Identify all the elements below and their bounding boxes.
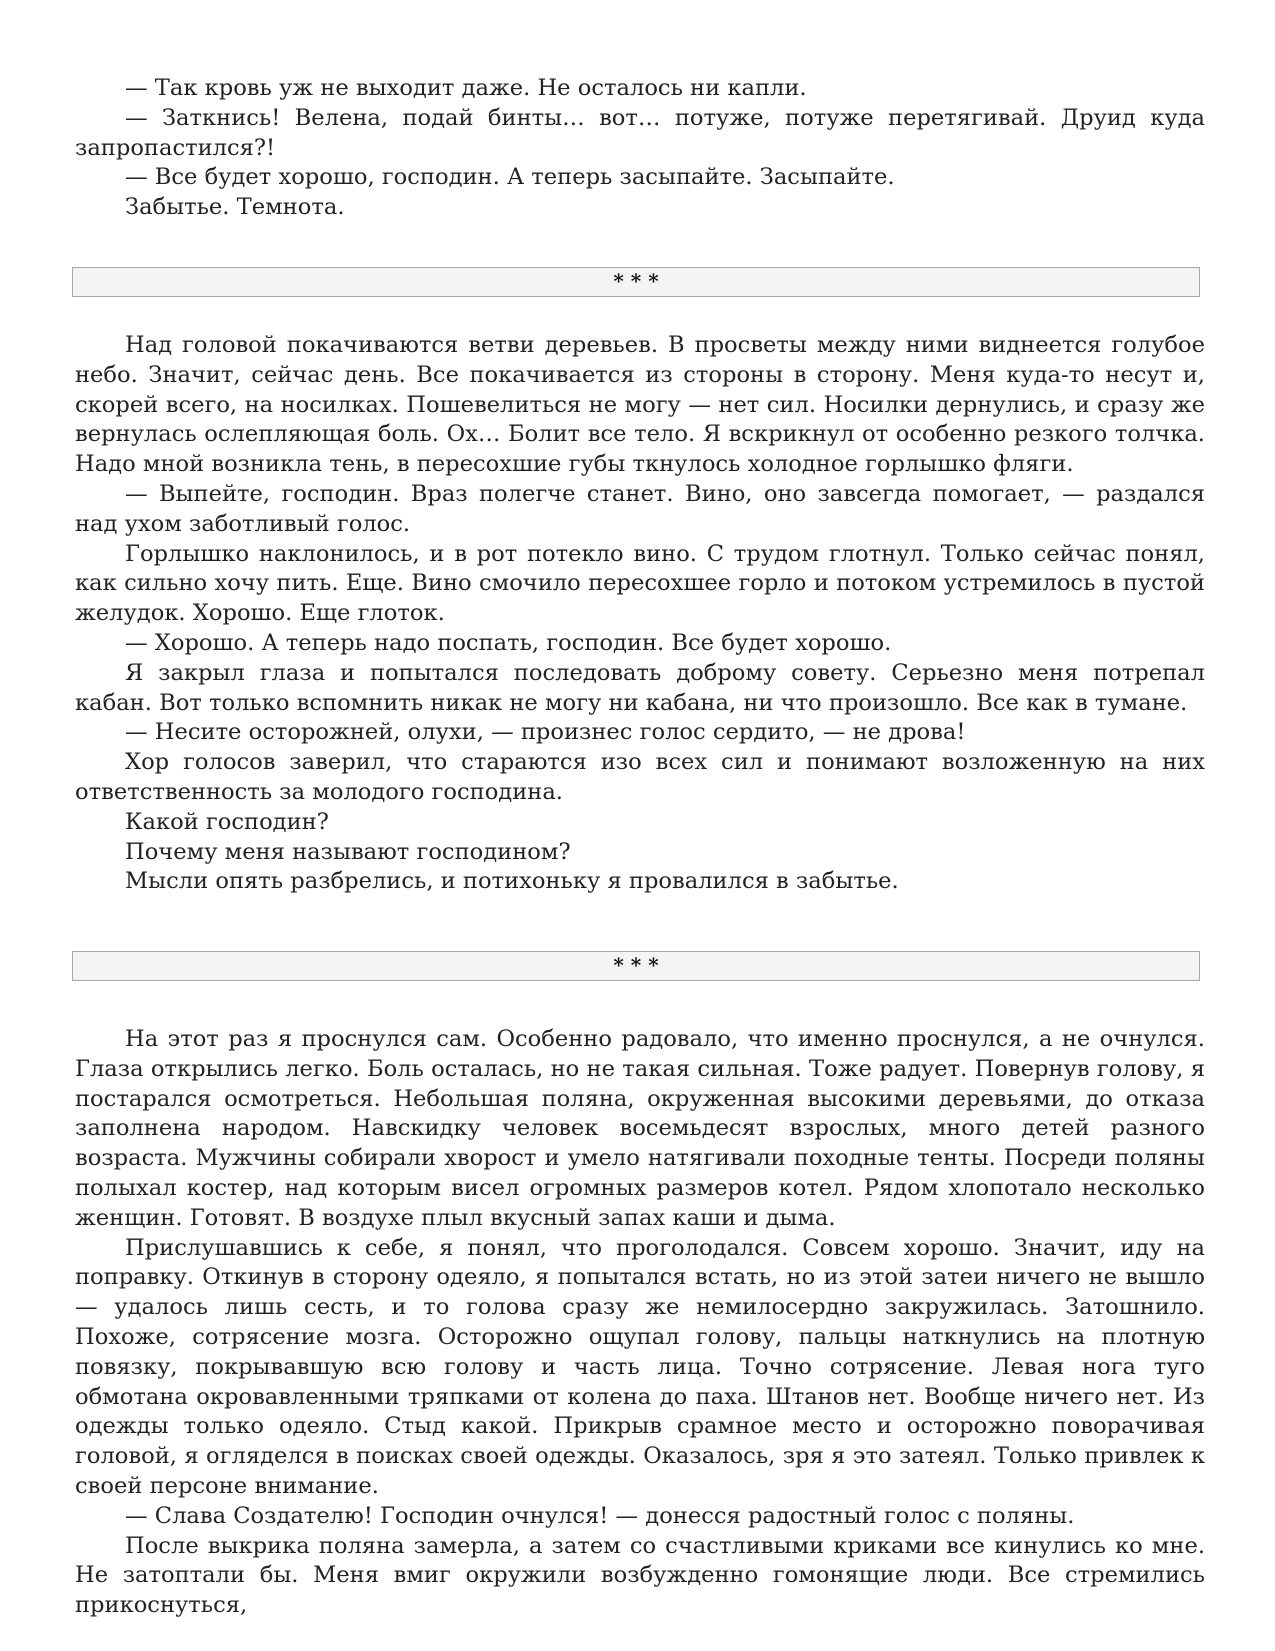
paragraph: После выкрика поляна замерла, а затем со счастливыми криками все кинулись ко мне. Не затоптали бы. Меня вмиг окружили возбужденно гомонящие люди. Все стремились прикоснуться,	[75, 1532, 1205, 1619]
section-separator: * * *	[72, 267, 1200, 297]
paragraph: — Выпейте, господин. Враз полегче станет. Вино, оно завсегда помогает, — раздался над ухом заботливый голос.	[75, 480, 1205, 537]
paragraph: Забытье. Темнота.	[125, 194, 345, 221]
paragraph: Какой господин?	[125, 808, 329, 835]
text-section-3	[75, 1025, 1205, 1621]
paragraph: — Несите осторожней, олухи, — произнес голос сердито, — не дрова!	[125, 719, 966, 746]
text-section-1	[75, 0, 1205, 223]
paragraph: Горлышко наклонилось, и в рот потекло вино. С трудом глотнул. Только сейчас понял, как сильно хочу пить. Еще. Вино смочило пересохшее горло и потоком устремилось в пустой желудок. Хорошо. Еще глоток.	[75, 540, 1205, 627]
paragraph: Мысли опять разбрелись, и потихоньку я провалился в забытье.	[125, 868, 899, 895]
paragraph: Я закрыл глаза и попытался последовать доброму совету. Серьезно меня потрепал кабан. Вот только вспомнить никак не могу ни кабана, ни что произошло. Все как в тумане.	[75, 659, 1205, 716]
paragraph: — Заткнись! Велена, подай бинты… вот… потуже, потуже перетягивай. Друид куда запропастился?!	[75, 104, 1205, 161]
paragraph: — Хорошо. А теперь надо поспать, господин. Все будет хорошо.	[125, 629, 892, 656]
section-separator: * * *	[72, 951, 1200, 981]
paragraph: Хор голосов заверил, что стараются изо всех сил и понимают возложенную на них ответственность за молодого господина.	[75, 749, 1205, 805]
paragraph: — Так кровь уж не выходит даже. Не осталось ни капли.	[125, 75, 807, 101]
paragraph: Над головой покачиваются ветви деревьев. В просветы между ними виднеется голубое небо. Значит, сейчас день. Все покачивается из стороны в сторону. Меня куда-то несут и, скорей всего, на носилках. Пошевелиться не могу — нет сил. Носилки дернулись, и сразу же вернулась ослепляющая боль. Ох… Болит все тело. Я вскрикнул от особенно резкого толчка. Надо мной возникла тень, в пересохшие губы ткнулось холодное горлышко фляги.	[75, 332, 1205, 478]
paragraph: Почему меня называют господином?	[125, 838, 571, 865]
paragraph: Прислушавшись к себе, я понял, что проголодался. Совсем хорошо. Значит, иду на поправку. Откинув в сторону одеяло, я попытался встать, но из этой затеи ничего не вышло — удалось лишь сесть, и то голова сразу же немилосердно закружилась. Затошнило. Похоже, сотрясение мозга. Осторожно ощупал голову, пальцы наткнулись на плотную повязку, покрывавшую всю голову и часть лица. Точно сотрясение. Левая нога туго обмотана окровавленными тряпками от колена до паха. Штанов нет. Вообще ничего нет. Из одежды только одеяло. Стыд какой. Прикрыв срамное место и осторожно поворачивая головой, я огляделся в поисках своей одежды. Оказалось, зря я это затеял. Только привлек к своей персоне внимание.	[75, 1234, 1205, 1499]
paragraph: — Слава Создателю! Господин очнулся! — донесся радостный голос с поляны.	[125, 1502, 1075, 1529]
document-page	[75, 0, 1205, 1619]
text-section-2	[75, 331, 1205, 897]
paragraph: — Все будет хорошо, господин. А теперь засыпайте. Засыпайте.	[125, 164, 895, 191]
paragraph: На этот раз я проснулся сам. Особенно радовало, что именно проснулся, а не очнулся. Глаза открылись легко. Боль осталась, но не такая сильная. Тоже радует. Повернув голову, я постарался осмотреться. Небольшая поляна, окруженная высокими деревьями, до отказа заполнена народом. Навскидку человек восемьдесят взрослых, много детей разного возраста. Мужчины собирали хворост и умело натягивали походные тенты. Посреди поляны полыхал костер, над которым висел огромных размеров котел. Рядом хлопотало несколько женщин. Готовят. В воздухе плыл вкусный запах каши и дыма.	[75, 1026, 1205, 1231]
